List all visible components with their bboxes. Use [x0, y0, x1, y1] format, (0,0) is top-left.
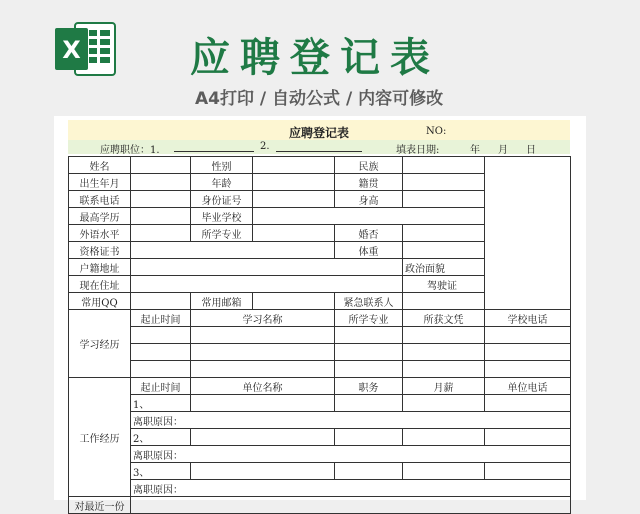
photo-box[interactable]	[485, 157, 571, 310]
study-section-label: 学习经历	[69, 310, 131, 378]
age-label: 年龄	[191, 174, 253, 191]
work-cell[interactable]	[403, 463, 485, 480]
month-label: 月	[498, 145, 508, 156]
current-addr-field[interactable]	[131, 276, 403, 293]
table-row	[69, 446, 571, 463]
id-field[interactable]	[253, 191, 335, 208]
birth-field[interactable]	[131, 174, 191, 191]
gender-label: 性别	[191, 157, 253, 174]
study-cell[interactable]	[131, 361, 191, 378]
study-cell[interactable]	[335, 327, 403, 344]
email-label: 常用邮箱	[191, 293, 253, 310]
education-label: 最高学历	[69, 208, 131, 225]
table-row	[69, 480, 571, 497]
study-cell[interactable]	[191, 344, 335, 361]
study-header-diploma: 所获文凭	[403, 310, 485, 327]
work-section-label: 工作经历	[69, 378, 131, 497]
major-label: 所学专业	[191, 225, 253, 242]
page-title: 应聘登记表	[190, 35, 440, 81]
table-row	[69, 429, 571, 446]
study-cell[interactable]	[485, 327, 571, 344]
position-1-field[interactable]	[174, 141, 254, 152]
work-cell[interactable]	[485, 395, 571, 412]
table-row	[69, 344, 571, 361]
emergency-label: 紧急联系人	[335, 293, 403, 310]
work-cell[interactable]	[335, 395, 403, 412]
table-row	[69, 412, 571, 429]
work-entry-1[interactable]: 1、	[131, 395, 191, 412]
form-no-label: NO:	[426, 126, 447, 137]
last-job-label: 对最近一份	[69, 497, 131, 514]
id-label: 身份证号	[191, 191, 253, 208]
name-label: 姓名	[69, 157, 131, 174]
work-cell[interactable]	[485, 463, 571, 480]
study-cell[interactable]	[403, 327, 485, 344]
hukou-field[interactable]	[131, 259, 403, 276]
marital-field[interactable]	[403, 225, 485, 242]
table-row	[69, 463, 571, 480]
email-field[interactable]	[253, 293, 335, 310]
page-subtitle: A4打印 / 自动公式 / 内容可修改	[195, 89, 444, 109]
license-label: 驾驶证	[403, 276, 485, 293]
foreign-lang-label: 外语水平	[69, 225, 131, 242]
birth-label: 出生年月	[69, 174, 131, 191]
work-cell[interactable]	[191, 395, 335, 412]
hukou-label: 户籍地址	[69, 259, 131, 276]
study-cell[interactable]	[131, 344, 191, 361]
last-job-field[interactable]	[131, 497, 571, 514]
study-cell[interactable]	[403, 361, 485, 378]
position-2-field[interactable]	[276, 141, 362, 152]
work-cell[interactable]	[335, 463, 403, 480]
position-2-label: 2.	[260, 141, 270, 152]
form-title: 应聘登记表	[288, 126, 349, 140]
work-header-company: 单位名称	[191, 378, 335, 395]
study-cell[interactable]	[403, 344, 485, 361]
major-field[interactable]	[253, 225, 335, 242]
name-field[interactable]	[131, 157, 191, 174]
table-row	[69, 378, 571, 395]
age-field[interactable]	[253, 174, 335, 191]
qq-field[interactable]	[131, 293, 191, 310]
work-header-period: 起止时间	[131, 378, 191, 395]
svg-text:X: X	[62, 36, 81, 64]
work-header-phone: 单位电话	[485, 378, 571, 395]
weight-label: 体重	[335, 242, 403, 259]
study-cell[interactable]	[191, 327, 335, 344]
date-label: 填表日期:	[396, 145, 440, 156]
work-header-salary: 月薪	[403, 378, 485, 395]
study-header-period: 起止时间	[131, 310, 191, 327]
qq-label: 常用QQ	[69, 293, 131, 310]
phone-field[interactable]	[131, 191, 191, 208]
height-label: 身高	[335, 191, 403, 208]
weight-field[interactable]	[403, 242, 485, 259]
study-header-major: 所学专业	[335, 310, 403, 327]
work-header-position: 职务	[335, 378, 403, 395]
registration-table	[68, 156, 571, 514]
study-cell[interactable]	[131, 327, 191, 344]
form-title-bar	[68, 120, 570, 140]
table-row	[69, 310, 571, 327]
table-row	[69, 157, 571, 174]
ethnicity-field[interactable]	[403, 157, 485, 174]
emergency-field[interactable]	[403, 293, 485, 310]
excel-logo-icon	[55, 20, 117, 78]
gender-field[interactable]	[253, 157, 335, 174]
work-cell[interactable]	[403, 395, 485, 412]
work-cell[interactable]	[191, 463, 335, 480]
certificate-label: 资格证书	[69, 242, 131, 259]
study-header-name: 学习名称	[191, 310, 335, 327]
height-field[interactable]	[403, 191, 485, 208]
table-row	[69, 361, 571, 378]
table-row	[69, 395, 571, 412]
marital-label: 婚否	[335, 225, 403, 242]
work-cell[interactable]	[403, 429, 485, 446]
day-label: 日	[526, 145, 536, 156]
leave-reason-1[interactable]: 离职原因：	[131, 412, 571, 429]
study-cell[interactable]	[485, 344, 571, 361]
work-entry-3[interactable]: 3、	[131, 463, 191, 480]
work-cell[interactable]	[335, 429, 403, 446]
phone-label: 联系电话	[69, 191, 131, 208]
leave-reason-2[interactable]: 离职原因：	[131, 446, 571, 463]
study-header-phone: 学校电话	[485, 310, 571, 327]
education-field[interactable]	[131, 208, 191, 225]
work-cell[interactable]	[191, 429, 335, 446]
school-label: 毕业学校	[191, 208, 253, 225]
form-meta-bar	[68, 140, 570, 154]
study-cell[interactable]	[485, 361, 571, 378]
study-cell[interactable]	[335, 344, 403, 361]
current-addr-label: 现在住址	[69, 276, 131, 293]
work-entry-2[interactable]: 2、	[131, 429, 191, 446]
origin-label: 籍贯	[335, 174, 403, 191]
foreign-lang-field[interactable]	[131, 225, 191, 242]
table-row	[69, 497, 571, 514]
politics-label: 政治面貌	[403, 259, 485, 276]
leave-reason-3[interactable]: 离职原因：	[131, 480, 571, 497]
position-label: 应聘职位：1.	[100, 145, 160, 156]
origin-field[interactable]	[403, 174, 485, 191]
school-field[interactable]	[253, 208, 485, 225]
study-cell[interactable]	[335, 361, 403, 378]
table-row	[69, 327, 571, 344]
study-cell[interactable]	[191, 361, 335, 378]
ethnicity-label: 民族	[335, 157, 403, 174]
year-label: 年	[470, 145, 480, 156]
certificate-field[interactable]	[131, 242, 335, 259]
work-cell[interactable]	[485, 429, 571, 446]
form-sheet	[54, 116, 586, 513]
